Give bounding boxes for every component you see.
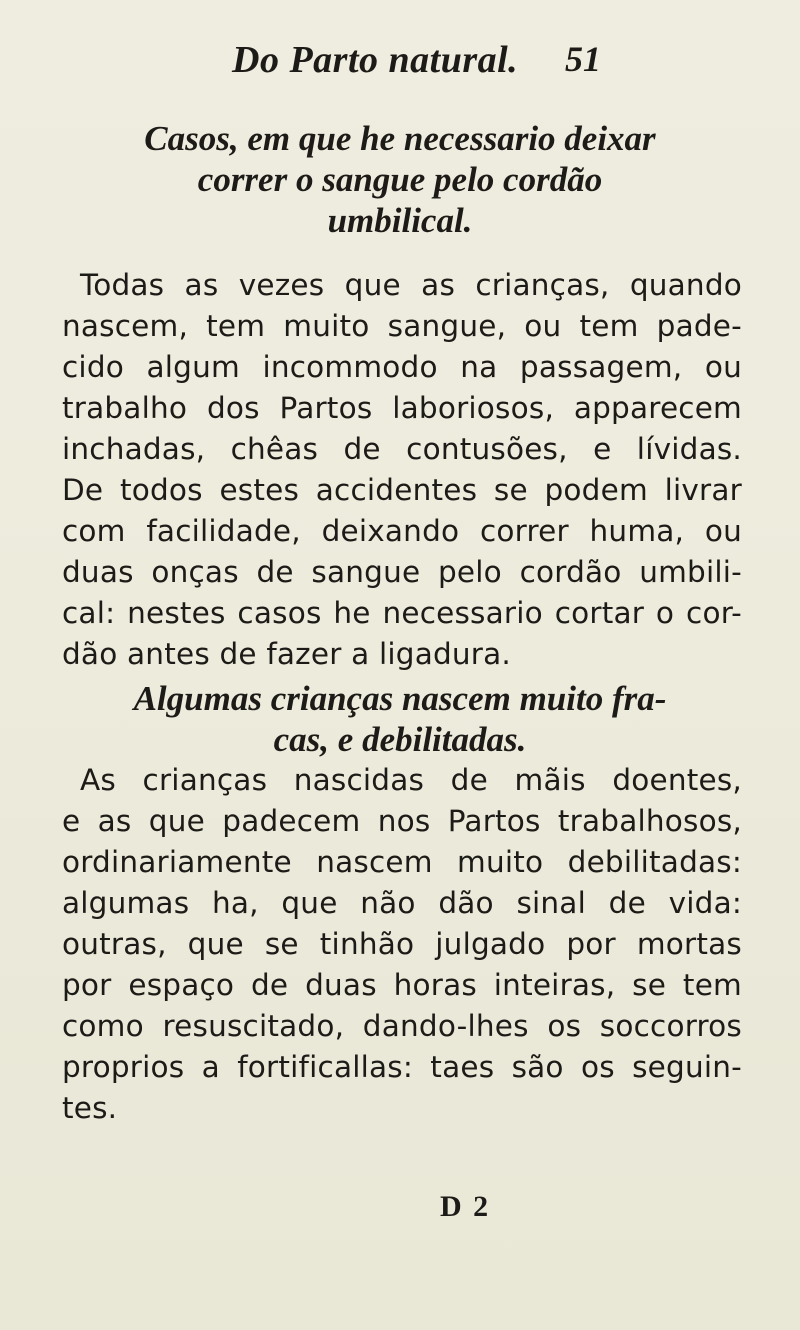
heading-line: Algumas crianças nascem muito fra- [133,679,667,718]
text-line: por espaço de duas horas inteiras, se tem [62,968,742,1002]
text-line: e as que padecem nos Partos trabalhosos, [62,804,742,838]
text-line: tes. [62,1091,118,1125]
heading-line: correr o sangue pelo cordão [197,160,603,199]
section-heading-cord-blood [0,118,800,241]
text-line: proprios a fortificallas: taes são os seguin- [62,1050,742,1084]
text-line: cal: nestes casos he necessario cortar o cor- [62,596,742,630]
text-line: dão antes de fazer a ligadura. [62,637,511,671]
signature-mark: D 2 [440,1190,491,1223]
text-line: trabalho dos Partos laboriosos, apparecem [62,391,742,425]
text-line: inchadas, chêas de contusões, e lívidas. [62,432,742,466]
text-line: como resuscitado, dando-lhes os soccorros [62,1009,742,1043]
text-line: duas onças de sangue pelo cordão umbili- [62,555,742,589]
heading-line: cas, e debilitadas. [273,720,527,759]
running-head [0,28,800,81]
text-line: Todas as vezes que as crianças, quando [80,268,742,302]
paragraph-weak-infants [62,760,742,1129]
text-line: com facilidade, deixando correr huma, ou [62,514,742,548]
text-line: ordinariamente nascem muito debilitadas: [62,845,742,879]
heading-line: Casos, em que he necessario deixar [144,119,656,158]
text-line: As crianças nascidas de mãis doentes, [80,763,742,797]
heading-line: umbilical. [327,201,473,240]
text-line: De todos estes accidentes se podem livrar [62,473,742,507]
text-line: cido algum incommodo na passagem, ou [62,350,742,384]
running-title: Do Parto natural. [232,39,519,81]
paragraph-cord-blood [62,265,742,675]
text-line: outras, que se tinhão julgado por mortas [62,927,742,961]
page-number: 51 [565,39,601,79]
text-line: algumas ha, que não dão sinal de vida: [62,886,742,920]
section-heading-weak-infants [0,678,800,760]
text-line: nascem, tem muito sangue, ou tem pade- [62,309,742,343]
